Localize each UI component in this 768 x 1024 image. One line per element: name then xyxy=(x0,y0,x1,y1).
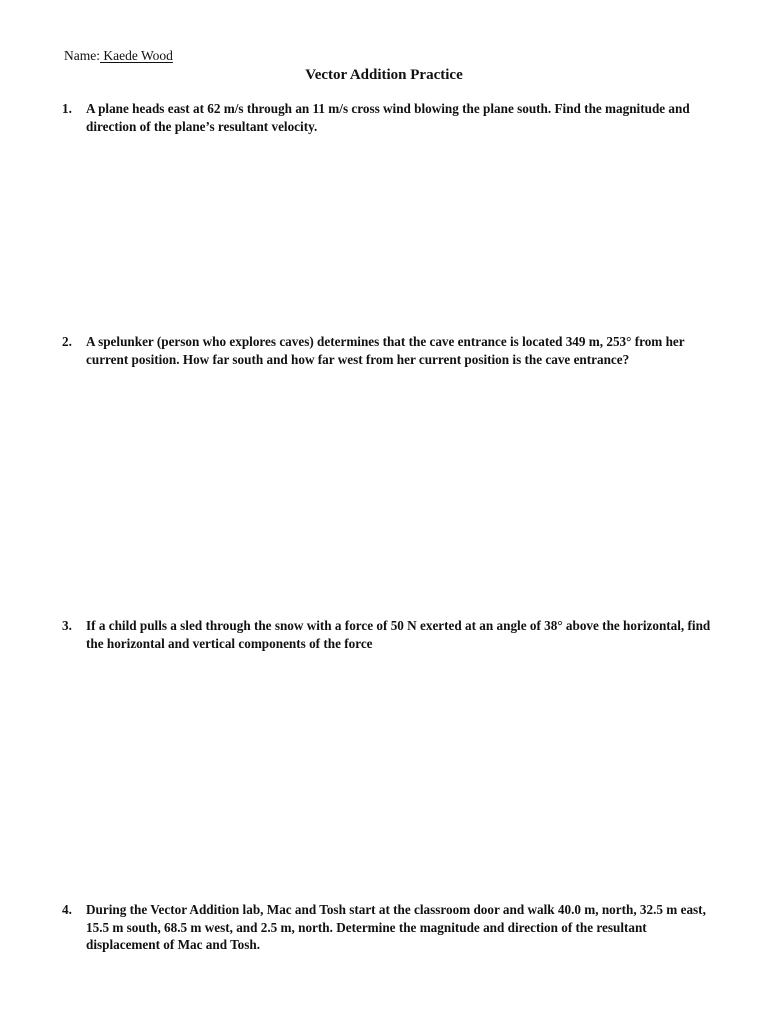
question-text: A spelunker (person who explores caves) determines that the cave entrance is located 349 m, 253° from her current position. How far south and how far west from her current position is the cave entrance? xyxy=(86,334,685,367)
student-name-line xyxy=(64,47,173,65)
name-label: Name: xyxy=(64,48,100,63)
question-1 xyxy=(62,100,712,135)
question-2 xyxy=(62,333,712,368)
question-number: 1. xyxy=(62,101,72,116)
question-text: During the Vector Addition lab, Mac and Tosh start at the classroom door and walk 40.0 m, north, 32.5 m east, 15.5 m south, 68.5 m west, and 2.5 m, north. Determine the magnitude and direction of the resultant displacement of Mac and Tosh. xyxy=(86,902,706,952)
question-number: 4. xyxy=(62,902,72,917)
worksheet-title: Vector Addition Practice xyxy=(305,67,463,83)
question-3 xyxy=(62,617,712,652)
question-number: 2. xyxy=(62,334,72,349)
question-text: If a child pulls a sled through the snow with a force of 50 N exerted at an angle of 38° above the horizontal, find the horizontal and vertical components of the force xyxy=(86,618,711,651)
student-name: Kaede Wood xyxy=(100,48,173,63)
question-4 xyxy=(62,901,712,954)
question-number: 3. xyxy=(62,618,72,633)
question-text: A plane heads east at 62 m/s through an 11 m/s cross wind blowing the plane south. Find the magnitude and direction of the plane’s resultant velocity. xyxy=(86,101,690,134)
